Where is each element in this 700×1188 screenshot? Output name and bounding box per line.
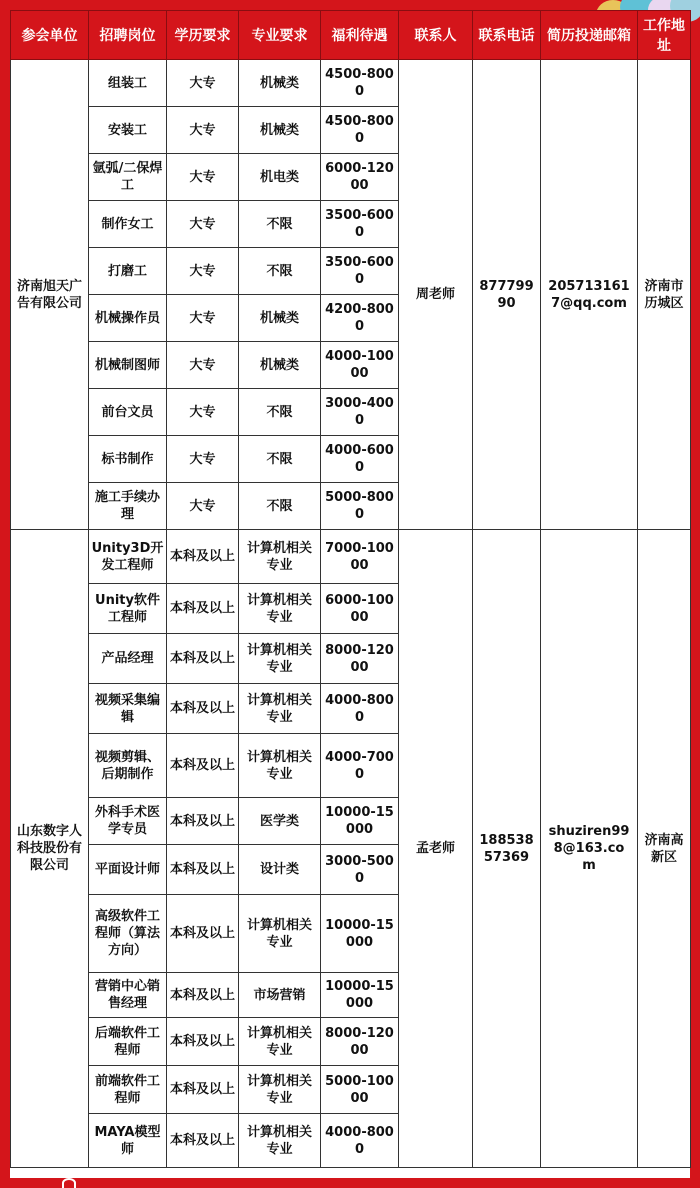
job-major: 计算机相关专业 <box>239 1114 321 1168</box>
job-education: 本科及以上 <box>167 845 239 895</box>
job-major: 不限 <box>239 483 321 530</box>
job-salary: 3500-6000 <box>321 248 399 295</box>
job-salary: 6000-12000 <box>321 154 399 201</box>
header-major: 专业要求 <box>239 11 321 60</box>
company-name: 济南旭天广告有限公司 <box>11 60 89 530</box>
job-major: 不限 <box>239 436 321 483</box>
job-education: 大专 <box>167 342 239 389</box>
job-post: 氩弧/二保焊工 <box>89 154 167 201</box>
contact-person: 孟老师 <box>399 530 473 1168</box>
header-email: 简历投递邮箱 <box>541 11 638 60</box>
company-name: 山东数字人科技股份有限公司 <box>11 530 89 1168</box>
header-company: 参会单位 <box>11 11 89 60</box>
job-education: 本科及以上 <box>167 973 239 1018</box>
job-major: 计算机相关专业 <box>239 530 321 584</box>
job-post: 后端软件工程师 <box>89 1018 167 1066</box>
job-salary: 4000-7000 <box>321 734 399 798</box>
job-major: 不限 <box>239 201 321 248</box>
job-salary: 4500-8000 <box>321 60 399 107</box>
job-education: 大专 <box>167 60 239 107</box>
job-post: 前端软件工程师 <box>89 1066 167 1114</box>
job-major: 计算机相关专业 <box>239 734 321 798</box>
job-major: 不限 <box>239 248 321 295</box>
job-education: 本科及以上 <box>167 584 239 634</box>
job-post: 标书制作 <box>89 436 167 483</box>
job-major: 机械类 <box>239 60 321 107</box>
recruitment-table <box>10 10 691 1168</box>
job-post: 视频采集编辑 <box>89 684 167 734</box>
contact-person: 周老师 <box>399 60 473 530</box>
contact-email: shuziren998@163.com <box>541 530 638 1168</box>
job-post: 产品经理 <box>89 634 167 684</box>
job-education: 大专 <box>167 201 239 248</box>
table-row <box>11 60 691 107</box>
work-address: 济南高新区 <box>638 530 691 1168</box>
job-post: 高级软件工程师（算法方向） <box>89 895 167 973</box>
job-post: 外科手术医学专员 <box>89 798 167 845</box>
job-salary: 8000-12000 <box>321 1018 399 1066</box>
header-education: 学历要求 <box>167 11 239 60</box>
job-major: 计算机相关专业 <box>239 895 321 973</box>
job-education: 本科及以上 <box>167 798 239 845</box>
job-education: 本科及以上 <box>167 530 239 584</box>
job-major: 机械类 <box>239 342 321 389</box>
bottom-decoration <box>62 1178 76 1188</box>
job-post: 安装工 <box>89 107 167 154</box>
job-post: 制作女工 <box>89 201 167 248</box>
job-post: 前台文员 <box>89 389 167 436</box>
job-salary: 6000-10000 <box>321 584 399 634</box>
job-education: 大专 <box>167 436 239 483</box>
job-salary: 10000-15000 <box>321 798 399 845</box>
job-post: 平面设计师 <box>89 845 167 895</box>
table-row <box>11 530 691 584</box>
header-post: 招聘岗位 <box>89 11 167 60</box>
contact-phone: 18853857369 <box>473 530 541 1168</box>
header-salary: 福利待遇 <box>321 11 399 60</box>
job-post: 机械制图师 <box>89 342 167 389</box>
job-education: 大专 <box>167 107 239 154</box>
job-salary: 3500-6000 <box>321 201 399 248</box>
contact-email: 2057131617@qq.com <box>541 60 638 530</box>
job-major: 医学类 <box>239 798 321 845</box>
job-salary: 5000-10000 <box>321 1066 399 1114</box>
contact-phone: 87779990 <box>473 60 541 530</box>
job-major: 机械类 <box>239 295 321 342</box>
header-contact: 联系人 <box>399 11 473 60</box>
job-education: 大专 <box>167 295 239 342</box>
job-major: 计算机相关专业 <box>239 684 321 734</box>
job-education: 本科及以上 <box>167 1114 239 1168</box>
job-salary: 4500-8000 <box>321 107 399 154</box>
header-phone: 联系电话 <box>473 11 541 60</box>
job-post: 组装工 <box>89 60 167 107</box>
job-salary: 7000-10000 <box>321 530 399 584</box>
job-major: 不限 <box>239 389 321 436</box>
job-major: 计算机相关专业 <box>239 1066 321 1114</box>
job-post: 视频剪辑、后期制作 <box>89 734 167 798</box>
job-salary: 4000-8000 <box>321 684 399 734</box>
job-salary: 5000-8000 <box>321 483 399 530</box>
job-major: 市场营销 <box>239 973 321 1018</box>
job-post: MAYA模型师 <box>89 1114 167 1168</box>
table-header-row <box>11 11 691 60</box>
job-salary: 4000-8000 <box>321 1114 399 1168</box>
job-salary: 3000-5000 <box>321 845 399 895</box>
job-salary: 10000-15000 <box>321 973 399 1018</box>
job-salary: 10000-15000 <box>321 895 399 973</box>
job-major: 计算机相关专业 <box>239 1018 321 1066</box>
job-post: 施工手续办理 <box>89 483 167 530</box>
job-salary: 3000-4000 <box>321 389 399 436</box>
job-post: 机械操作员 <box>89 295 167 342</box>
job-education: 本科及以上 <box>167 1018 239 1066</box>
job-education: 大专 <box>167 483 239 530</box>
job-major: 机械类 <box>239 107 321 154</box>
job-post: Unity3D开发工程师 <box>89 530 167 584</box>
job-education: 大专 <box>167 154 239 201</box>
job-salary: 8000-12000 <box>321 634 399 684</box>
job-major: 机电类 <box>239 154 321 201</box>
job-education: 大专 <box>167 248 239 295</box>
job-major: 计算机相关专业 <box>239 634 321 684</box>
job-post: 打磨工 <box>89 248 167 295</box>
job-post: Unity软件工程师 <box>89 584 167 634</box>
work-address: 济南市历城区 <box>638 60 691 530</box>
job-post: 营销中心销售经理 <box>89 973 167 1018</box>
job-salary: 4000-10000 <box>321 342 399 389</box>
job-major: 设计类 <box>239 845 321 895</box>
header-address: 工作地址 <box>638 11 691 60</box>
job-education: 本科及以上 <box>167 895 239 973</box>
job-salary: 4000-6000 <box>321 436 399 483</box>
job-education: 本科及以上 <box>167 1066 239 1114</box>
job-salary: 4200-8000 <box>321 295 399 342</box>
job-education: 本科及以上 <box>167 634 239 684</box>
job-major: 计算机相关专业 <box>239 584 321 634</box>
job-education: 本科及以上 <box>167 734 239 798</box>
job-education: 大专 <box>167 389 239 436</box>
job-education: 本科及以上 <box>167 684 239 734</box>
